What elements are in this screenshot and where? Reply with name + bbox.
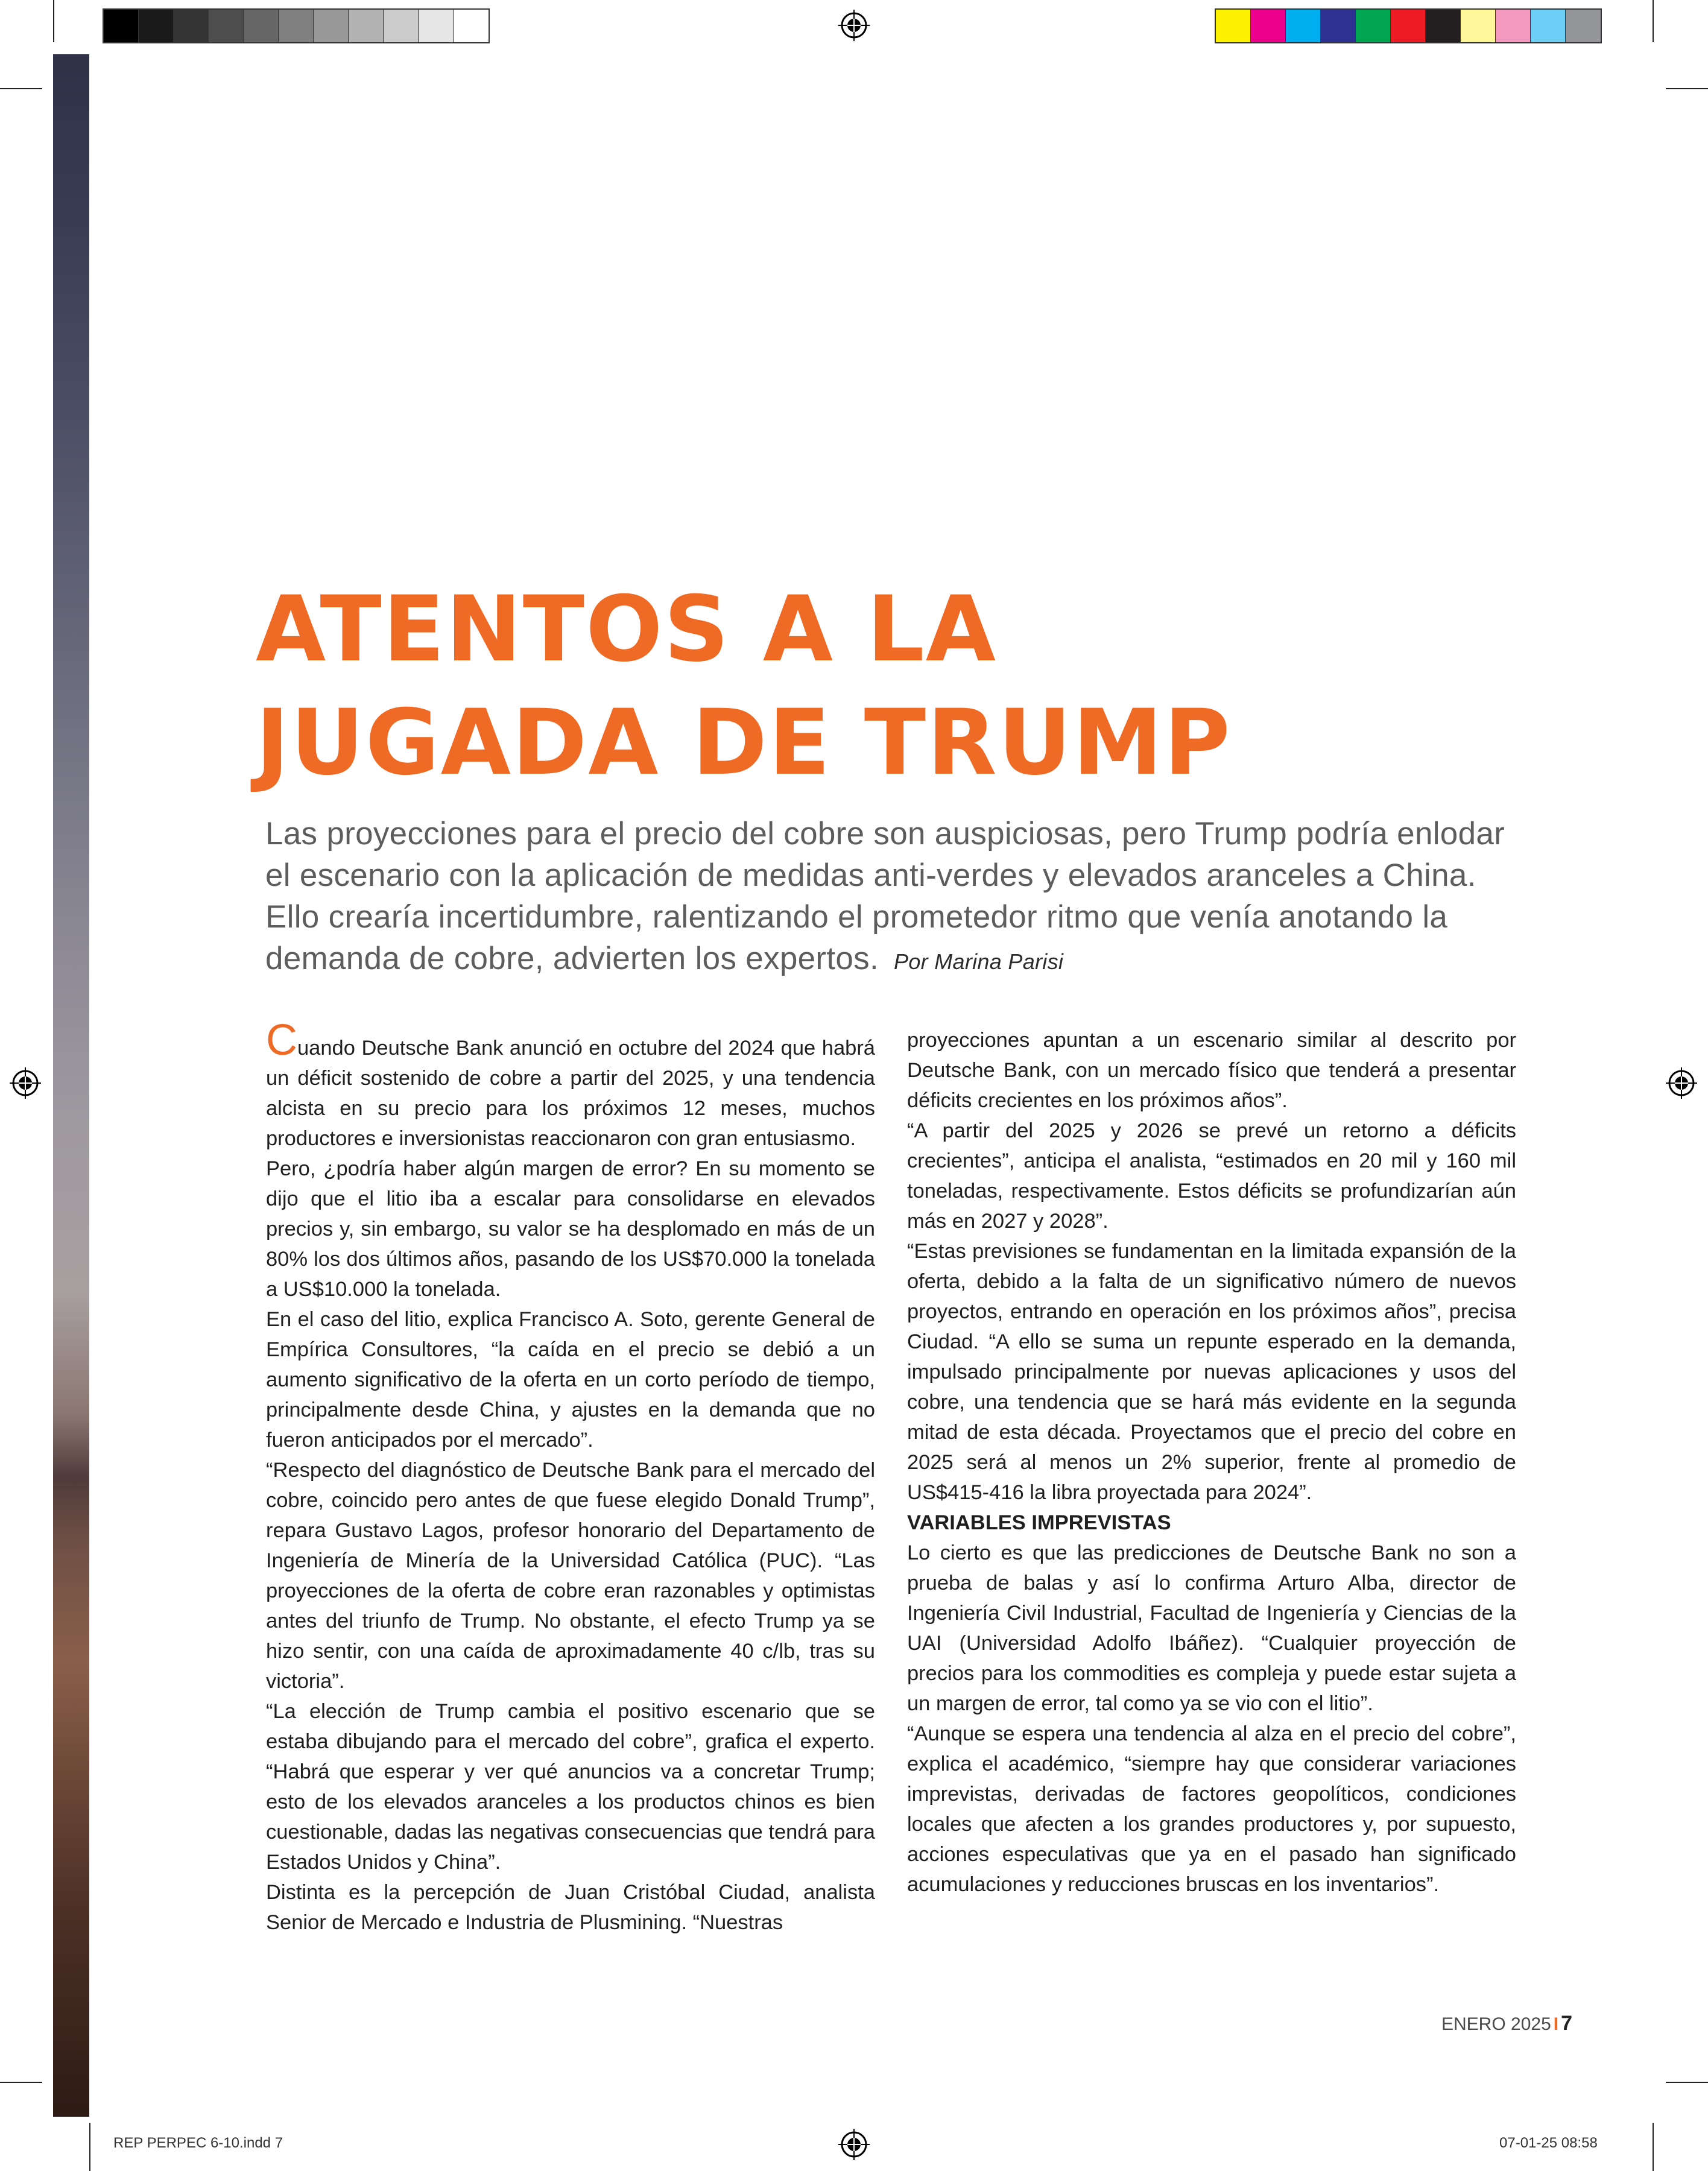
process-color-bar (1215, 8, 1602, 43)
color-swatch (314, 10, 349, 42)
color-swatch (139, 10, 174, 42)
color-swatch (209, 10, 244, 42)
color-swatch (1391, 10, 1426, 42)
registration-mark-icon (838, 10, 870, 41)
paragraph: En el caso del litio, explica Francisco A. Soto, gerente General de Empírica Consultores, “la caída en el precio se debió a un aumento significativo de la oferta en un corto período de tiempo, principalmente desde China, y ajustes en la demanda que no fueron anticipados por el mercado”. (266, 1308, 875, 1452)
paragraph: “A partir del 2025 y 2026 se prevé un retorno a déficits crecientes”, anticipa el analista, “estimados en 20 mil y 160 mil toneladas, respectivamente. Estos déficits se profundizarían aún más en 2027 y 2028”. (907, 1119, 1516, 1233)
drop-cap: C (266, 1016, 297, 1064)
paragraph (266, 1016, 875, 1154)
title-line: JUGADA DE TRUMP (256, 690, 1232, 795)
color-swatch (1531, 10, 1566, 42)
color-swatch (1356, 10, 1391, 42)
crop-mark (1653, 0, 1654, 42)
article-column-right (907, 1025, 1516, 1900)
registration-mark-icon (1666, 1067, 1697, 1099)
color-swatch (1461, 10, 1496, 42)
paragraph-text: uando Deutsche Bank anunció en octubre del 2024 que habrá un déficit sostenido de cobre a partir del 2025, y una tendencia alcista en su precio para los próximos 12 meses, muchos productores e inversionistas reaccionaron con gran entusiasmo. (266, 1037, 875, 1150)
crop-mark (89, 2123, 90, 2171)
color-swatch (419, 10, 454, 42)
paragraph: “Respecto del diagnóstico de Deutsche Bank para el mercado del cobre, coincido pero antes de que fuese elegido Donald Trump”, repara Gustavo Lagos, profesor honorario del Departamento de Ingeniería de Minería de la Universidad Católica (PUC). “Las proyecciones de la oferta de cobre eran razonables y optimistas antes del triunfo de Trump. No obstante, el efecto Trump ya se hizo sentir, con una caída de aproximadamente 40 c/lb, tras su victoria”. (266, 1459, 875, 1693)
paragraph: Pero, ¿podría haber algún margen de error? En su momento se dijo que el litio iba a escalar para consolidarse en elevados precios y, sin embargo, su valor se ha desplomado en más de un 80% los dos últimos años, pasando de los US$70.000 la tonelada a US$10.000 la tonelada. (266, 1157, 875, 1301)
paragraph: Lo cierto es que las predicciones de Deutsche Bank no son a prueba de balas y así lo confirma Arturo Alba, director de Ingeniería Civil Industrial, Facultad de Ingeniería y Ciencias de la UAI (Universidad Adolfo Ibáñez). “Cualquier proyección de precios para los commodities es compleja y puede estar sujeta a un margen de error, tal como ya se vio con el litio”. (907, 1541, 1516, 1715)
lead-text: Las proyecciones para el precio del cobre son auspiciosas, pero Trump podría enlodar el escenario con la aplicación de medidas anti-verdes y elevados aranceles a China. Ello crearía incertidumbre, ralentizando el prometedor ritmo que venía anotando la demanda de cobre, advierten los expertos. (265, 816, 1505, 976)
color-swatch (279, 10, 314, 42)
article-lead (265, 813, 1526, 982)
crop-mark (1666, 88, 1708, 89)
color-swatch (1496, 10, 1531, 42)
crop-mark (0, 2082, 42, 2083)
color-swatch (1216, 10, 1251, 42)
color-swatch (1286, 10, 1321, 42)
article-column-left (266, 1016, 875, 1938)
crop-mark (53, 0, 54, 42)
article-title (256, 573, 1462, 800)
crop-mark (1653, 2123, 1654, 2171)
paragraph: “Estas previsiones se fundamentan en la limitada expansión de la oferta, debido a la falta de un significativo número de nuevos proyectos, entrando en operación en los próximos años”, precisa Ciudad. “A ello se suma un repunte esperado en la demanda, impulsado principalmente por nuevas aplicaciones y usos del cobre, una tendencia que se hará más evidente en la segunda mitad de esta década. Proyectamos que el precio del cobre en 2025 será al menos un 2% superior, frente al promedio de US$415-416 la libra proyectada para 2024”. (907, 1240, 1516, 1504)
issue-date: ENERO 2025 (1441, 2014, 1551, 2034)
color-swatch (384, 10, 419, 42)
section-subhead: VARIABLES IMPREVISTAS (907, 1511, 1171, 1534)
color-swatch (1321, 10, 1356, 42)
paragraph: “La elección de Trump cambia el positivo escenario que se estaba dibujando para el mercado del cobre”, grafica el experto. “Habrá que esperar y ver qué anuncios va a concretar Trump; esto de los elevados aranceles a los productos chinos es bien cuestionable, dadas las negativas consecuencias que tendrá para Estados Unidos y China”. (266, 1700, 875, 1874)
page-number: 7 (1561, 2012, 1573, 2035)
color-swatch (349, 10, 384, 42)
registration-mark-icon (10, 1067, 41, 1099)
color-swatch (1251, 10, 1286, 42)
color-swatch (1426, 10, 1461, 42)
color-swatch (174, 10, 209, 42)
page-folio (1441, 2012, 1572, 2035)
color-swatch (1566, 10, 1601, 42)
print-slug-file: REP PERPEC 6-10.indd 7 (113, 2135, 283, 2151)
side-photo-strip (53, 54, 89, 2117)
paragraph: Distinta es la percepción de Juan Cristóbal Ciudad, analista Senior de Mercado e Industria de Plusmining. “Nuestras (266, 1881, 875, 1934)
crop-mark (0, 88, 42, 89)
print-slug-datetime: 07-01-25 08:58 (1499, 2135, 1598, 2151)
paragraph: “Aunque se espera una tendencia al alza en el precio del cobre”, explica el académico, “siempre hay que considerar variaciones imprevistas, derivadas de factores geopolíticos, condiciones locales que afecten a los grandes productores y, por supuesto, acciones especulativas que ya en el pasado han significado acumulaciones y reducciones bruscas en los inventarios”. (907, 1722, 1516, 1896)
color-swatch (104, 10, 139, 42)
byline: Por Marina Parisi (894, 949, 1064, 974)
gray-color-bar (103, 8, 490, 43)
crop-mark (1666, 2082, 1708, 2083)
folio-separator: I (1553, 2014, 1559, 2034)
registration-mark-icon (838, 2129, 870, 2160)
paragraph: proyecciones apuntan a un escenario similar al descrito por Deutsche Bank, con un mercado físico que tenderá a presentar déficits crecientes en los próximos años”. (907, 1029, 1516, 1112)
color-swatch (244, 10, 279, 42)
title-line: ATENTOS A LA (256, 577, 997, 682)
color-swatch (454, 10, 489, 42)
